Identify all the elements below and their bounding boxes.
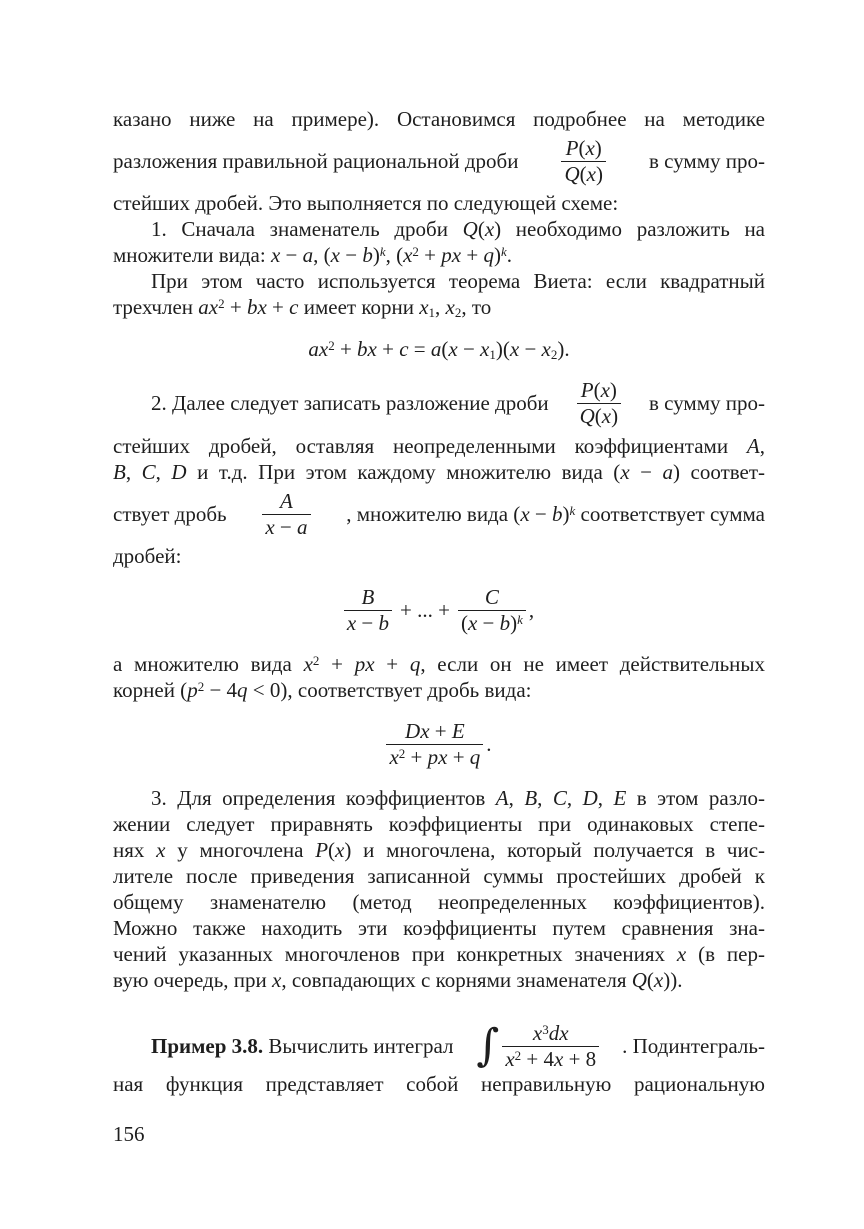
fraction-denominator: x − a — [262, 514, 310, 539]
list-item-2-line-with-fraction — [113, 378, 765, 428]
fraction-denominator: x − b — [344, 610, 392, 635]
page-number: 156 — [113, 1122, 145, 1146]
line-text: Вычислить интеграл — [268, 1034, 454, 1058]
fraction-numerator: C — [484, 585, 499, 609]
fraction-numerator: P(x) — [565, 136, 602, 160]
list-item-2-line: дробей: — [113, 544, 182, 568]
line-text: в сумму про- — [648, 391, 765, 415]
list-item-3-line: лителе после приведения записанной суммы простейших дробей к — [113, 864, 765, 888]
display-formula-dx-plus-e — [113, 719, 765, 769]
line-text: . Подинтеграль- — [622, 1034, 765, 1058]
fraction-denominator: Q(x) — [577, 403, 622, 428]
formula-punctuation: , — [528, 598, 535, 622]
paragraph-line: При этом часто используется теорема Виета: если квадратный — [151, 269, 765, 293]
fraction-P-over-Q — [561, 136, 606, 186]
page-text-block — [113, 106, 765, 1097]
fraction-numerator: P(x) — [580, 378, 617, 402]
line-text: разложения правильной рациональной дроби — [113, 149, 519, 173]
fraction-numerator: $x^3dx$ — [532, 1021, 569, 1045]
line-text: 2. Далее следует записать разложение дроби — [151, 391, 549, 415]
list-item-2-line: стейших дробей, оставляя неопределенными коэффициентами A, — [113, 434, 765, 458]
example-label: Пример 3.8. — [151, 1034, 264, 1058]
fraction-DxE-over-quadratic — [386, 719, 483, 769]
list-item-3-line: вую очередь, при x, совпадающих с корнями знаменателя Q(x)). — [113, 968, 683, 992]
line-text: ствует дробь — [113, 502, 227, 526]
fraction-A-over-x-minus-a — [262, 489, 310, 539]
paragraph-line: корней $(p^2 - 4q < 0)$, соответствует дробь вида: — [113, 678, 532, 702]
fraction-integrand — [502, 1021, 599, 1071]
list-item-3-line: общему знаменателю (метод неопределенных коэффициентов). — [113, 890, 765, 914]
paragraph-line-with-fraction — [113, 136, 765, 186]
list-item-3-line: нях x у многочлена P(x) и многочлена, который получается в чис- — [113, 838, 766, 862]
list-item-3-line: Можно также находить эти коэффициенты путем сравнения зна- — [113, 916, 765, 940]
list-item-3-line: жении следует приравнять коэффициенты при одинаковых степе- — [113, 812, 765, 836]
list-item-1-line: множители вида: x − a, $(x - b)^k$, ($x^2$ + px + q)$^k$. — [113, 243, 512, 267]
list-item-3-line: чений указанных многочленов при конкретных значениях x (в пер- — [113, 942, 765, 966]
line-text: в сумму про- — [648, 149, 765, 173]
fraction-denominator: $x^2$ + px + q — [386, 744, 483, 769]
display-formula-vieta: $ax^2$ + bx + $c = a(x - x_1)(x - x_2)$. — [308, 337, 570, 362]
display-formula-fraction-sum — [113, 585, 765, 635]
fraction-P-over-Q — [577, 378, 622, 428]
formula-punctuation: . — [486, 732, 492, 756]
fraction-denominator: Q(x) — [561, 161, 606, 186]
paragraph-line: стейших дробей. Это выполняется по следующей схеме: — [113, 191, 619, 215]
paragraph-line: казано ниже на примере). Остановимся подробнее на методике — [113, 107, 765, 131]
example-body-line: ная функция представляет собой неправильную рациональную — [113, 1072, 765, 1096]
fraction-C-over-x-minus-b-k — [458, 585, 526, 635]
fraction-denominator: $x^2 + 4x + 8$ — [502, 1046, 599, 1071]
fraction-numerator: Dx + E — [405, 719, 465, 743]
example-intro — [151, 1033, 453, 1059]
list-item-2-line-with-fraction — [113, 489, 765, 539]
integral-expression — [476, 1021, 599, 1071]
list-item-2-line: B, C, D и т.д. При этом каждому множителю вида (x − a) соответ- — [113, 460, 766, 484]
fraction-numerator: B — [361, 585, 375, 609]
line-text: , множителю вида $(x - b)^k$ соответствует сумма — [346, 502, 765, 526]
fraction-B-over-x-minus-b — [344, 585, 392, 635]
integral-sign: ∫ — [476, 1020, 500, 1071]
list-item-3-line: 3. Для определения коэффициентов A, B, C, D, E в этом разло- — [151, 786, 766, 810]
list-item-1-line: 1. Сначала знаменатель дроби Q(x) необходимо разложить на — [151, 217, 766, 241]
example-heading-line — [113, 1021, 765, 1071]
paragraph-line: а множителю вида $x^2$ + px + q, если он не имеет действительных — [113, 652, 766, 676]
fraction-numerator: A — [280, 489, 293, 513]
formula-ellipsis: + ... + — [400, 598, 450, 622]
paragraph-line: трехчлен $ax^2$ + bx + c имеет корни $x_1$, $x_2$, то — [113, 295, 492, 320]
fraction-denominator: $(x - b)^k$ — [458, 610, 526, 635]
